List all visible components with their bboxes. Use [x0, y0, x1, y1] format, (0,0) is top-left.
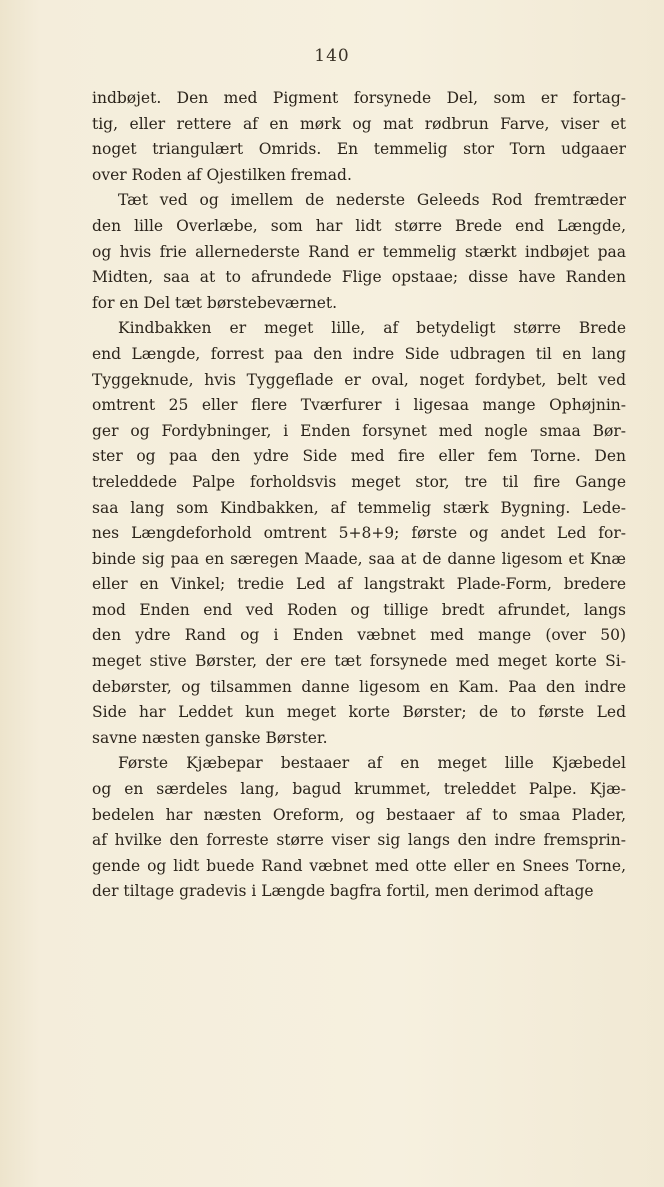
text-line: Midten, saa at to afrundede Flige opstaae; disse have Randen	[92, 268, 626, 287]
text-line: saa lang som Kindbakken, af temmelig stærk Bygning. Lede-	[92, 498, 626, 517]
text-line: for en Del tæt børstebeværnet.	[92, 293, 338, 312]
text-line: binde sig paa en særegen Maade, saa at de danne ligesom et Knæ	[92, 549, 626, 568]
text-line: Første Kjæbepar bestaaer af en meget lille Kjæbedel	[118, 754, 626, 773]
text-line: Kindbakken er meget lille, af betydeligt større Brede	[118, 319, 626, 338]
text-line: nes Længdeforhold omtrent 5+8+9; første og andet Led for-	[92, 524, 626, 543]
text-line: treleddede Palpe forholdsvis meget stor, tre til fire Gange	[92, 472, 626, 491]
text-line: over Roden af Ojestilken fremad.	[92, 165, 352, 184]
text-line: Tyggeknude, hvis Tyggeflade er oval, noget fordybet, belt ved	[92, 370, 626, 389]
text-line: og en særdeles lang, bagud krummet, treleddet Palpe. Kjæ-	[92, 780, 626, 799]
text-line: noget triangulært Omrids. En temmelig stor Torn udgaaer	[92, 140, 626, 159]
text-line: eller en Vinkel; tredie Led af langstrakt Plade-Form, bredere	[92, 575, 626, 594]
text-line: Side har Leddet kun meget korte Børster; de to første Led	[92, 703, 626, 722]
text-line: Tæt ved og imellem de nederste Geleeds Rod fremtræder	[118, 191, 626, 210]
text-line: og hvis frie allernederste Rand er temmelig stærkt indbøjet paa	[92, 242, 626, 261]
text-line: den ydre Rand og i Enden væbnet med mange (over 50)	[92, 626, 626, 645]
page-number: 140	[314, 46, 350, 66]
text-line: tig, eller rettere af en mørk og mat rødbrun Farve, viser et	[92, 114, 626, 133]
body-text	[92, 86, 626, 905]
text-line: omtrent 25 eller flere Tværfurer i ligesaa mange Ophøjnin-	[92, 396, 626, 415]
text-line: ger og Fordybninger, i Enden forsynet med nogle smaa Bør-	[92, 421, 626, 440]
text-line: gende og lidt buede Rand væbnet med otte eller en Snees Torne,	[92, 856, 626, 875]
text-line: der tiltage gradevis i Længde bagfra fortil, men derimod aftage	[92, 882, 594, 901]
text-line: meget stive Børster, der ere tæt forsynede med meget korte Si-	[92, 652, 626, 671]
text-line: den lille Overlæbe, som har lidt større Brede end Længde,	[92, 216, 626, 235]
text-line: savne næsten ganske Børster.	[92, 728, 328, 747]
text-line: ster og paa den ydre Side med fire eller fem Torne. Den	[92, 447, 626, 466]
text-line: indbøjet. Den med Pigment forsynede Del, som er fortag-	[92, 89, 626, 107]
text-line: end Længde, forrest paa den indre Side udbragen til en lang	[92, 344, 626, 363]
text-line: bedelen har næsten Oreform, og bestaaer af to smaa Plader,	[92, 805, 626, 824]
text-line: mod Enden end ved Roden og tillige bredt afrundet, langs	[92, 600, 626, 619]
text-line: debørster, og tilsammen danne ligesom en Kam. Paa den indre	[92, 677, 626, 696]
text-line: af hvilke den forreste større viser sig langs den indre fremsprin-	[92, 831, 626, 850]
